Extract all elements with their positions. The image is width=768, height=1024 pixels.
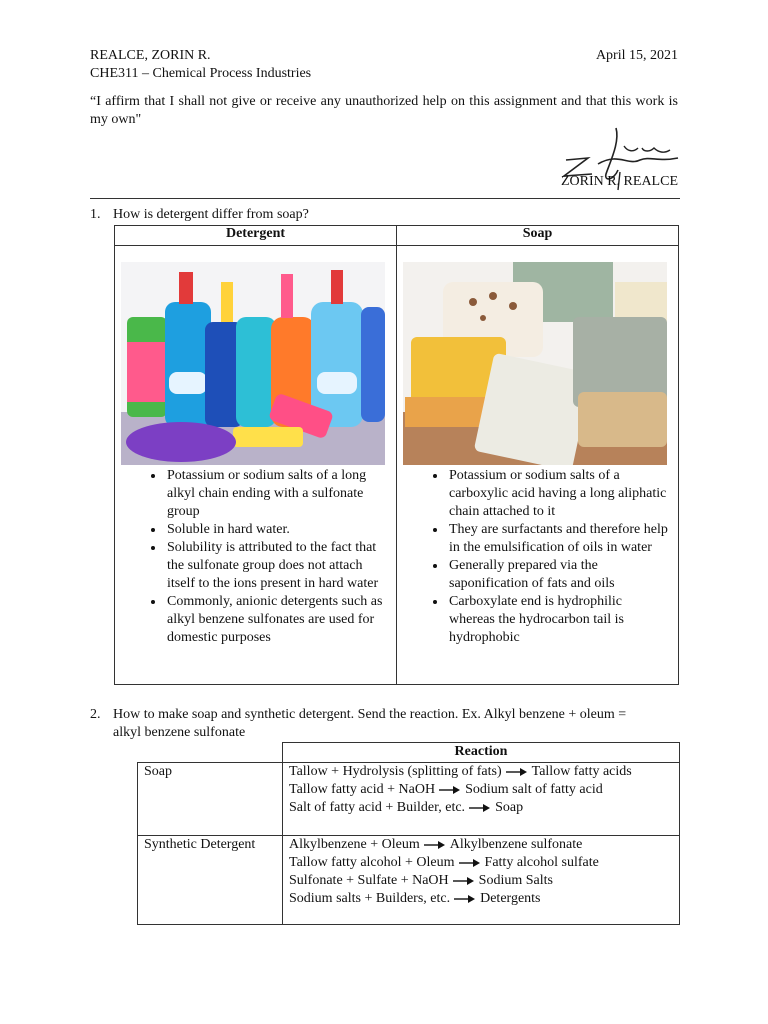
arrow-icon bbox=[424, 840, 446, 850]
course-title: CHE311 – Chemical Process Industries bbox=[90, 66, 312, 81]
list-item: • Solubility is attributed to the fact that the sulfonate group does not attach itself to the ions present in hard water bbox=[165, 539, 387, 593]
signature-name: ZORIN R. REALCE bbox=[560, 174, 678, 189]
question-2 bbox=[90, 706, 690, 742]
question-2-line2: alkyl benzene sulfonate bbox=[113, 725, 246, 740]
list-item: • They are surfactants and therefore help in the emulsification of oils in water bbox=[447, 521, 669, 557]
list-item: • Generally prepared via the saponification of fats and oils bbox=[447, 557, 669, 593]
arrow-icon bbox=[439, 785, 461, 795]
list-item: • Potassium or sodium salts of a carboxylic acid having a long aliphatic chain attached to it bbox=[447, 467, 669, 521]
affirmation-statement: “I affirm that I shall not give or receive any unauthorized help on this assignment and that this work is my own" bbox=[90, 94, 678, 127]
arrow-icon bbox=[469, 803, 491, 813]
header-divider bbox=[90, 198, 680, 199]
reaction-line: Tallow fatty acid + NaOH Sodium salt of fatty acid bbox=[289, 782, 603, 797]
arrow-icon bbox=[453, 876, 475, 886]
question-1-number: 1. bbox=[90, 207, 101, 222]
arrow-icon bbox=[506, 767, 528, 777]
soap-header: Soap bbox=[397, 226, 679, 246]
soap-image bbox=[403, 262, 667, 465]
detergent-points bbox=[115, 467, 396, 647]
student-name: REALCE, ZORIN R. bbox=[90, 48, 211, 63]
list-item: • Carboxylate end is hydrophilic whereas the hydrocarbon tail is hydrophobic bbox=[447, 593, 669, 647]
list-item: • Commonly, anionic detergents such as alkyl benzene sulfonates are used for domestic purposes bbox=[165, 593, 387, 647]
soap-reactions bbox=[283, 763, 680, 836]
reaction-header: Reaction bbox=[283, 743, 680, 763]
reaction-line: Salt of fatty acid + Builder, etc. Soap bbox=[289, 800, 524, 815]
soap-cell bbox=[397, 246, 679, 685]
comparison-table bbox=[114, 225, 679, 685]
question-2-number: 2. bbox=[90, 707, 101, 722]
reaction-line: Alkylbenzene + Oleum Alkylbenzene sulfonate bbox=[289, 837, 583, 852]
reaction-table bbox=[137, 742, 680, 925]
reaction-line: Tallow + Hydrolysis (splitting of fats) Tallow fatty acids bbox=[289, 764, 632, 779]
question-1-text: How is detergent differ from soap? bbox=[113, 207, 309, 222]
arrow-icon bbox=[459, 858, 481, 868]
question-2-line1: How to make soap and synthetic detergent. Send the reaction. Ex. Alkyl benzene + oleum = bbox=[113, 707, 627, 722]
question-1 bbox=[90, 206, 309, 224]
detergent-cell bbox=[115, 246, 397, 685]
soap-points bbox=[397, 467, 678, 647]
detergent-reactions bbox=[283, 836, 680, 925]
arrow-icon bbox=[454, 894, 476, 904]
list-item: • Potassium or sodium salts of a long alkyl chain ending with a sulfonate group bbox=[165, 467, 387, 521]
detergent-header: Detergent bbox=[115, 226, 397, 246]
reaction-line: Sodium salts + Builders, etc. Detergents bbox=[289, 891, 541, 906]
reaction-line: Sulfonate + Sulfate + NaOH Sodium Salts bbox=[289, 873, 553, 888]
synthetic-detergent-label: Synthetic Detergent bbox=[138, 836, 283, 925]
detergent-image bbox=[121, 262, 385, 465]
list-item: • Soluble in hard water. bbox=[165, 521, 387, 539]
soap-label: Soap bbox=[138, 763, 283, 836]
blank-cell bbox=[138, 743, 283, 763]
date: April 15, 2021 bbox=[595, 48, 678, 63]
reaction-line: Tallow fatty alcohol + Oleum Fatty alcohol sulfate bbox=[289, 855, 599, 870]
